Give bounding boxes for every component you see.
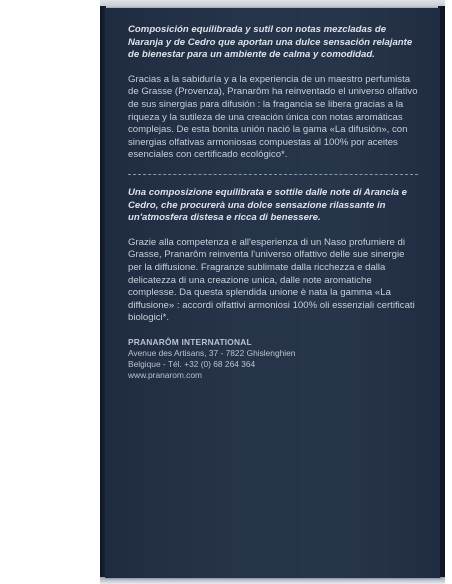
company-address: Avenue des Artisans, 37 - 7822 Ghislenghien	[128, 347, 296, 358]
language-divider	[128, 174, 418, 175]
spanish-lead: Composición equilibrada y sutil con notas mezcladas de Naranja y de Cedro que aportan una dulce sensación relajante de bienestar para un ambiente de calma y comodidad.	[128, 24, 413, 61]
spanish-body: Gracias a la sabiduría y a la experiencia de un maestro perfumista de Grasse (Provenza), Pranarôm ha reinventado el universo olfativo de sus sinergias para difusión : la fragancia se libera gracias a la riqueza y la sutileza de una creación única con notas aromáticas complejas. De esta bonita unión nació la gama «La difusión», con sinergias olfativas armoniosas compuestas al 100% por aceites esenciales con certificado ecológico*.	[128, 73, 418, 161]
company-phone: Belgique - Tél. +32 (0) 68 264 364	[128, 358, 256, 369]
italian-body: Grazie alla competenza e all'esperienza di un Naso profumiere di Grasse, Pranarôm reinventa l'universo olfattivo delle sue sinergie per la diffusione. Fragranze sublimate dalla ricchezza e dalla delicatezza di una creazione unica, dalle note aromatiche complesse. Da questa splendida unione è nata la gamma «La diffusione» : accordi olfattivi armoniosi 100% oli essenziali certificati biologici*.	[128, 236, 415, 324]
company-name: PRANARÔM INTERNATIONAL	[128, 336, 252, 347]
company-info	[128, 337, 418, 381]
panel-text	[128, 24, 418, 381]
box-bottom-edge	[100, 577, 445, 584]
company-website: www.pranarom.com	[128, 369, 203, 380]
italian-lead: Una composizione equilibrata e sottile dalle note di Arancia e Cedro, che procurerà una dolce sensazione rilassante in un'atmosfera distesa e ricca di benessere.	[128, 186, 407, 224]
